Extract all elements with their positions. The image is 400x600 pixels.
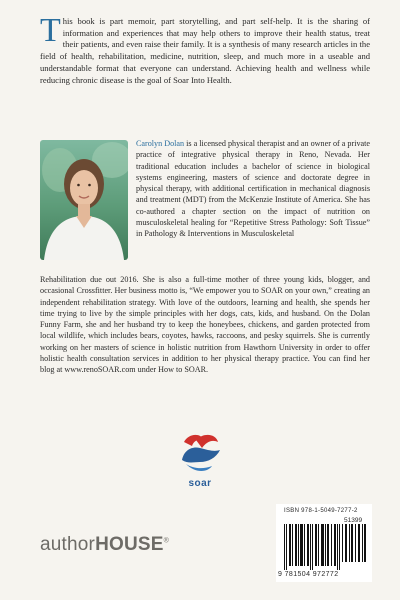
registered-mark: ®: [163, 537, 170, 545]
soar-logo-label: soar: [188, 478, 212, 489]
barcode-digits: 9 781504 972772: [278, 571, 339, 578]
author-name: Carolyn Dolan: [136, 139, 185, 148]
soar-logo: [170, 430, 230, 492]
drop-cap: T: [40, 12, 61, 49]
bio-paragraph-top: [136, 138, 370, 240]
publisher-name-part1: author: [40, 534, 96, 555]
barcode-bars-addon: [342, 524, 366, 562]
publisher-name-part2: HOUSE: [95, 534, 164, 555]
author-portrait-illustration: [40, 140, 128, 260]
isbn-number: ISBN 978-1-5049-7277-2: [284, 508, 358, 514]
isbn-barcode: [276, 504, 372, 582]
author-photo: [40, 140, 128, 260]
price-code: 51399: [344, 517, 363, 524]
barcode-bars-main: [284, 524, 340, 570]
bio-paragraph-bottom: Rehabilitation due out 2016. She is also a full-time mother of three young kids, blogger, and occasional Crossfitter. Her business motto is, “We empower you to SOAR on your own,” creating an independent rehabilitation strategy. With love of the outdoors, learning and health, she spends her time trying to live by the simple principles with her dogs, cats, kids, and husband. On the Dolan Funny Farm, she and her husband try to keep the honeybees, chickens, and garden protected from local wildlife, which includes bears, coyotes, hawks, raccoons, and pesky squirrels. She is currently working on her masters of science in holistic nutrition from Hawthorn University in order to offer holistic health consultation services in addition to her physical therapy practice. You can find her blog at www.renoSOAR.com under How to SOAR.: [40, 275, 370, 375]
bio-text-top: is a licensed physical therapist and an owner of a private practice of integrative physical therapy in Reno, Nevada. Her traditional education includes a bachelor of science in biological systems engineering, masters of science and doctorate degree in physical therapy, with additional certification in mechanical diagnosis and treatment (MDT) from the McKenzie Institute of America. She has co-authored a chapter section on the impact of nutrition on musculoskeletal healing for “Repetitive Stress Pathology: Soft Tissue” in Pathology & Interventions in Musculoskeletal: [136, 139, 370, 239]
publisher-logo: [40, 534, 169, 556]
intro-paragraph: [40, 12, 370, 86]
soar-hand-bird-icon: [170, 430, 230, 478]
intro-text: his book is part memoir, part storytelling, and part self-help. It is the sharing of information and experiences that may help others to improve their health status, treat their patients, and even raise their family. It is a synthesis of many research articles in the field of health, rehabilitation, medicine, nutrition, sleep, and much more in a useable and understandable format that everyone can understand. Achieving health and wellness while reducing chronic disease is the goal of Soar Into Health.: [40, 16, 370, 85]
